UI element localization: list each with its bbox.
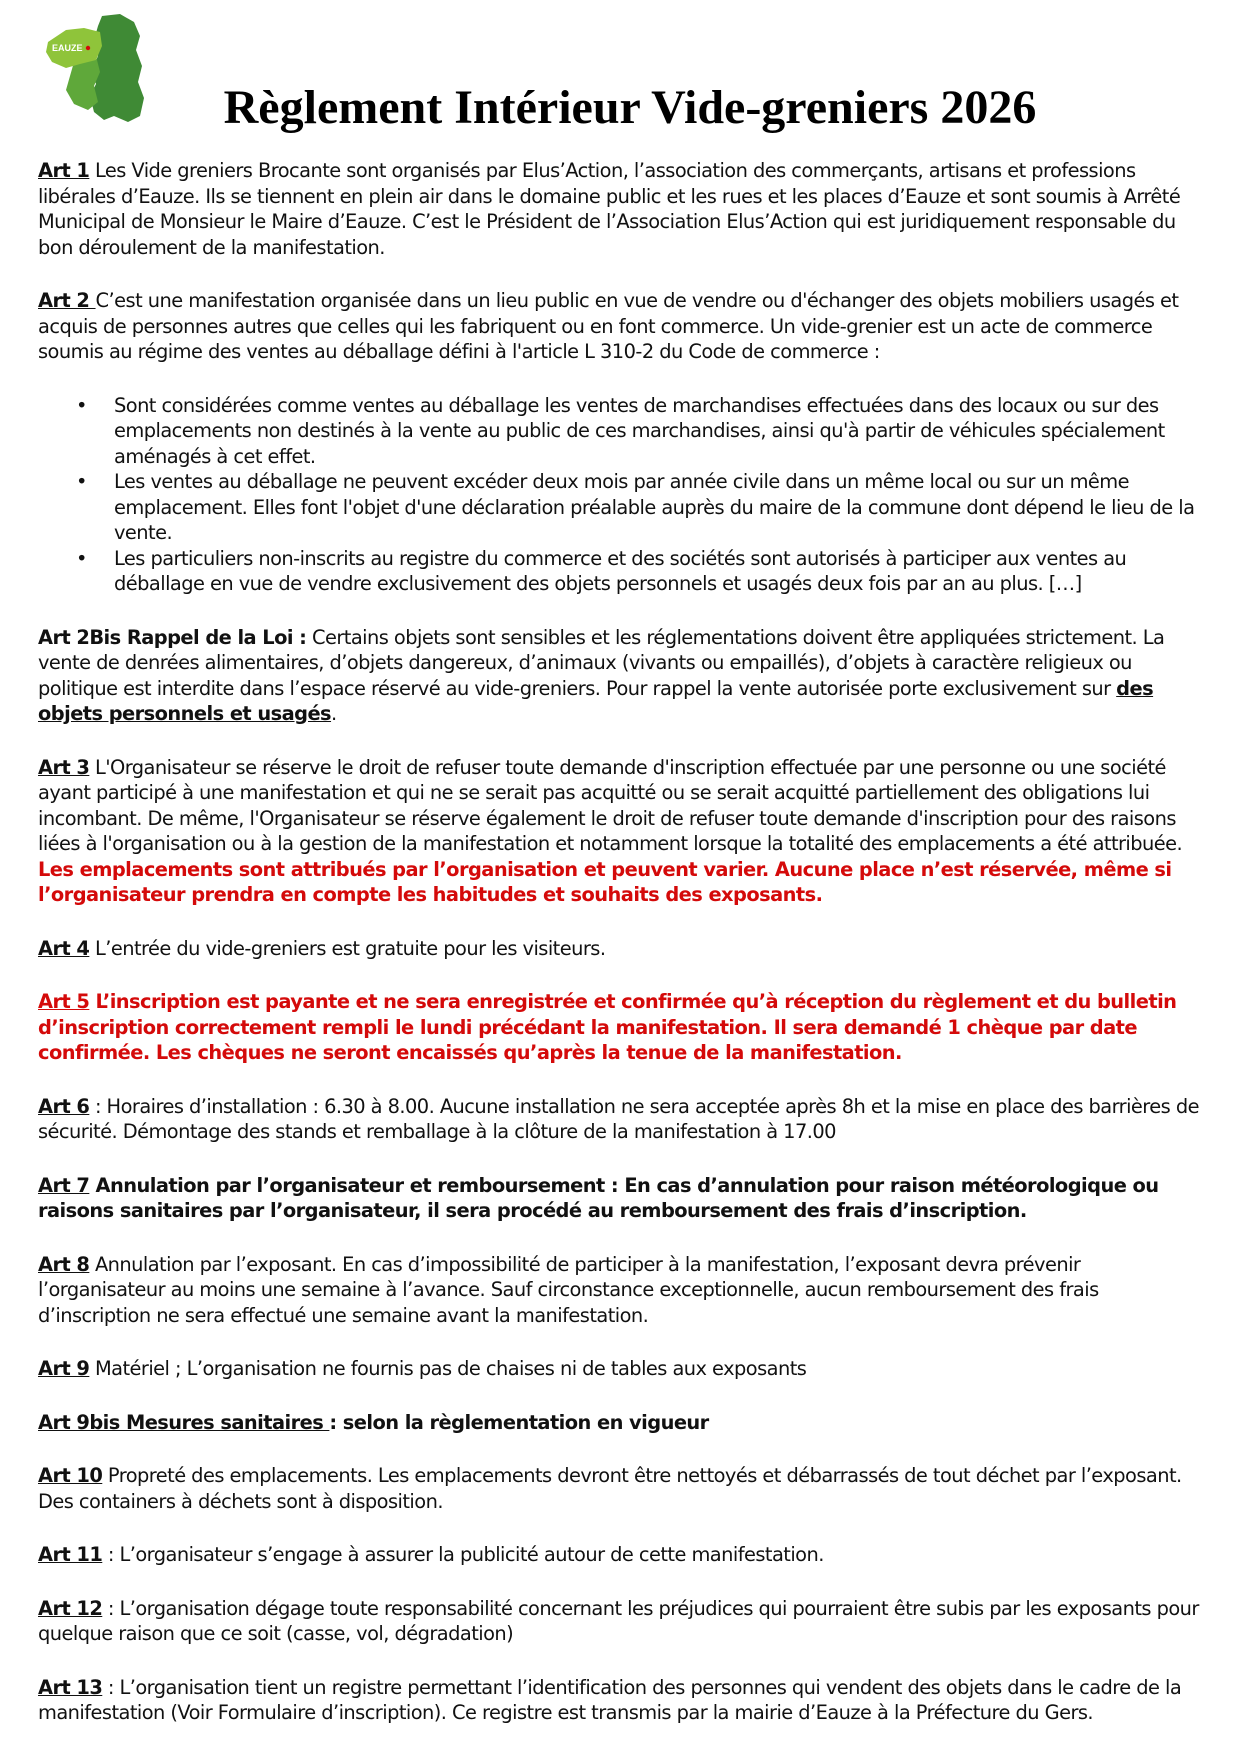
article-9 [38,1356,1200,1382]
page-title: Règlement Intérieur Vide-greniers 2026 [223,81,1037,134]
article-9bis-text: : selon la règlementation en vigueur [329,1410,709,1434]
article-4-text: L’entrée du vide-greniers est gratuite pour les visiteurs. [89,936,606,960]
list-item-text: Les ventes au déballage ne peuvent excéder deux mois par année civile dans un même local ou sur un même emplacement. Elles font l'objet d'une déclaration préalable auprès du maire de la commune dont dépend le lieu de la vente. [114,470,1195,544]
article-2bis-emphasis: des objets personnels et usagés [38,676,1154,725]
article-1-text: Les Vide greniers Brocante sont organisés par Elus’Action, l’association des commerçants, artisans et professions libérales d’Eauze. Ils se tiennent en plein air dans le domaine public et les rues et les places d’Eauze et sont soumis à Arrêté Municipal de Monsieur le Maire d’Eauze. C’est le Président de l’Association Elus’Action qui est juridiquement responsable du bon déroulement de la manifestation. [38,159,1181,259]
bullet-icon: • [76,546,87,570]
article-11 [38,1542,1200,1568]
article-4-label: Art 4 [38,936,90,960]
article-11-text: : L’organisateur s’engage à assurer la publicité autour de cette manifestation. [102,1543,824,1566]
article-2-label: Art 2 [38,289,96,312]
eauze-map-logo [44,12,150,124]
article-6-label: Art 6 [38,1094,90,1118]
article-8 [38,1252,1200,1329]
article-9bis [38,1410,1200,1436]
article-2bis-end: . [331,702,337,725]
article-4 [38,936,1200,962]
article-8-text: Annulation par l’exposant. En cas d’impossibilité de participer à la manifestation, l’exposant devra prévenir l’organisateur au moins une semaine à l’avance. Sauf circonstance exceptionnelle, aucun remboursement des frais d’inscription ne sera effectué une semaine avant la manifestation. [38,1252,1099,1327]
article-3-text: L'Organisateur se réserve le droit de refuser toute demande d'inscription effectuée par une personne ou une société ayant participé à une manifestation et qui ne se serait pas acquitté ou se serait acquitté partiellement des obligations lui incombant. De même, l'Organisateur se réserve également le droit de refuser toute demande d'inscription pour des raisons liées à l'organisation ou à la gestion de la manifestation et notamment lorsque la totalité des emplacements a été attribuée. [38,755,1183,855]
article-7-text: Annulation par l’organisateur et remboursement : En cas d’annulation pour raison météorologique ou raisons sanitaires par l’organisateur, il sera procédé au remboursement des frais d’inscription. [38,1173,1159,1222]
article-2bis [38,625,1200,727]
article-2bis-label: Art 2Bis Rappel de la Loi : [38,625,307,649]
article-12-text: : L’organisation dégage toute responsabilité concernant les préjudices qui pourraient être subis par les exposants pour quelque raison que ce soit (casse, vol, dégradation) [38,1596,1199,1645]
article-5-label: Art 5 [38,990,90,1013]
article-7 [38,1173,1200,1224]
article-3-red-notice: Les emplacements sont attribués par l’organisation et peuvent varier. Aucune place n’est réservée, même si l’organisateur prendra en compte les habitudes et souhaits des exposants. [38,857,1172,906]
article-10-text: Propreté des emplacements. Les emplacements devront être nettoyés et débarrassés de tout déchet par l’exposant. Des containers à déchets sont à disposition. [38,1464,1182,1513]
article-6 [38,1094,1200,1145]
article-3 [38,755,1200,908]
article-6-text: : Horaires d’installation : 6.30 à 8.00. Aucune installation ne sera acceptée après 8h et la mise en place des barrières de sécurité. Démontage des stands et remballage à la clôture de la manifestation à 17.00 [38,1094,1199,1143]
article-2-text: C’est une manifestation organisée dans un lieu public en vue de vendre ou d'échanger des objets mobiliers usagés et acquis de personnes autres que celles qui les fabriquent ou en font commerce. Un vide-grenier est un acte de commerce soumis au régime des ventes au déballage défini à l'article L 310-2 du Code de commerce : [38,289,1179,363]
article-11-label: Art 11 [38,1543,103,1566]
bullet-icon: • [76,470,87,493]
article-13-text: : L’organisation tient un registre permettant l’identification des personnes qui vendent des objets dans le cadre de la manifestation (Voir Formulaire d’inscription). Ce registre est transmis par la mairie d’Eauze à la Préfecture du Gers. [38,1675,1182,1724]
list-item-text: Les particuliers non-inscrits au registre du commerce et des sociétés sont autorisés à participer aux ventes au déballage en vue de vendre exclusivement des objets personnels et usagés deux fois par an au plus. […] [114,546,1127,595]
article-12-label: Art 12 [38,1596,103,1620]
article-2 [38,288,1200,365]
list-item [76,393,1200,470]
list-item [76,546,1200,597]
article-9bis-label: Art 9bis Mesures sanitaires [38,1410,330,1434]
bullet-icon: • [76,393,87,417]
rules-body [38,158,1200,1754]
article-9-label: Art 9 [38,1357,90,1380]
article-12 [38,1596,1200,1647]
article-10-label: Art 10 [38,1464,103,1487]
logo-town-dot [86,46,90,50]
article-5-text: L’inscription est payante et ne sera enregistrée et confirmée qu’à réception du règlement et du bulletin d’inscription correctement rempli le lundi précédant la manifestation. Il sera demandé 1 chèque par date confirmée. Les chèques ne seront encaissés qu’après la tenue de la manifestation. [38,990,1177,1064]
article-13-label: Art 13 [38,1675,103,1699]
article-10 [38,1463,1200,1514]
article-1-label: Art 1 [38,159,90,182]
logo-label: EAUZE [52,43,83,53]
article-9-text: Matériel ; L’organisation ne fournis pas de chaises ni de tables aux exposants [89,1357,807,1380]
article-2-bullet-list [38,393,1200,597]
article-5 [38,989,1200,1066]
article-7-label: Art 7 [38,1173,90,1197]
article-13 [38,1675,1200,1726]
article-3-label: Art 3 [38,755,90,779]
article-2bis-text: Certains objets sont sensibles et les réglementations doivent être appliquées strictement. La vente de denrées alimentaires, d’objets dangereux, d’animaux (vivants ou empaillés), d’objets à caractère religieux ou politique est interdite dans l’espace réservé au vide-greniers. Pour rappel la vente autorisée porte exclusivement sur [38,625,1165,700]
list-item [76,469,1200,546]
list-item-text: Sont considérées comme ventes au déballage les ventes de marchandises effectuées dans des locaux ou sur des emplacements non destinés à la vente au public de ces marchandises, ainsi qu'à partir de véhicules spécialement aménagés à cet effet. [114,393,1165,468]
article-1 [38,158,1200,260]
article-8-label: Art 8 [38,1252,90,1276]
